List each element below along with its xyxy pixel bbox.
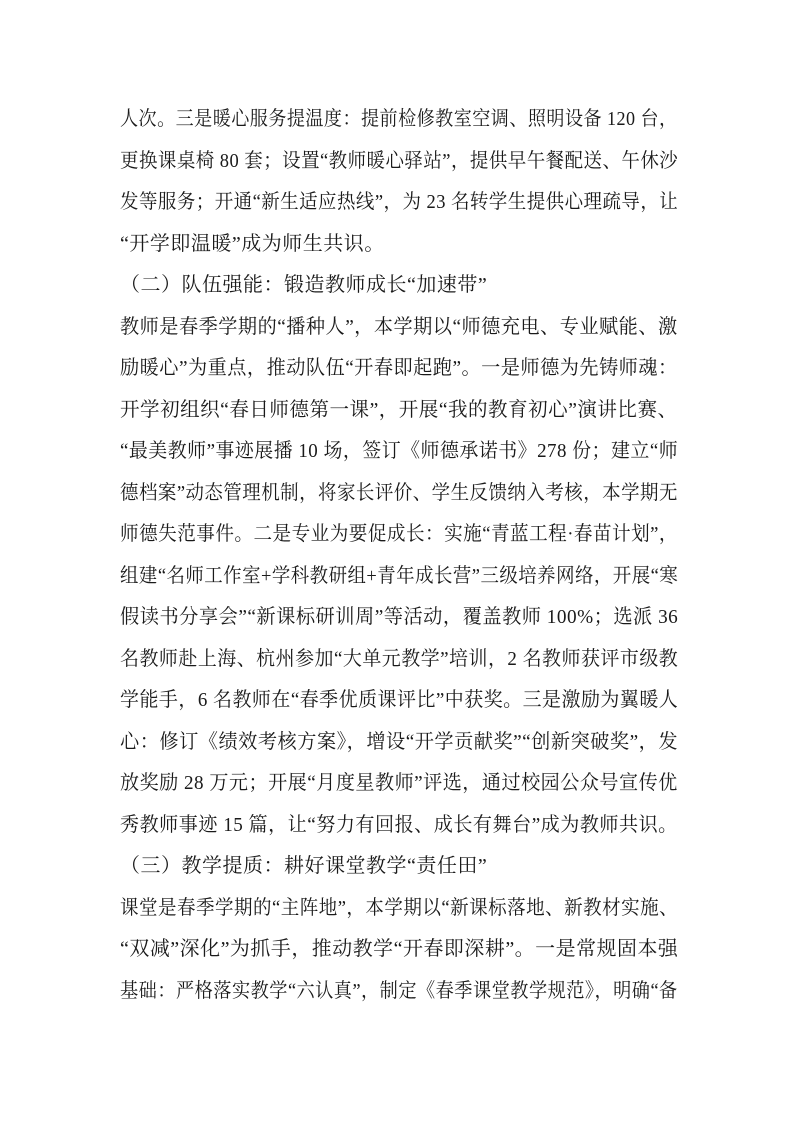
text-line: 开学初组织“春日师德第一课”，开展“我的教育初心”演讲比赛、 [120,398,678,421]
text-line: （三）教学提质：耕好课堂教学“责任田” [120,855,488,877]
text-line: 励暖心”为重点，推动队伍“开春即起跑”。一是师德为先铸师魂： [120,357,678,379]
text-line: 学能手，6 名教师在“春季优质课评比”中获奖。三是激励为翼暖人 [120,689,679,711]
text-line: 教师是春季学期的“播种人”，本学期以“师德充电、专业赋能、激 [120,315,678,338]
text-line: 德档案”动态管理机制，将家长评价、学生反馈纳入考核，本学期无 [120,481,678,504]
text-line: 假读书分享会”“新课标研训周”等活动，覆盖教师 100%；选派 36 [120,606,679,628]
text-line: 秀教师事迹 15 篇，让“努力有回报、成长有舞台”成为教师共识。 [120,813,678,836]
text-line: 放奖励 28 万元；开展“月度星教师”评选，通过校园公众号宣传优 [120,772,678,794]
text-line: 心：修订《绩效考核方案》，增设“开学贡献奖”“创新突破奖”，发 [120,730,679,753]
text-line: “开学即温暖”成为师生共识。 [120,232,385,255]
text-line: “最美教师”事迹展播 10 场，签订《师德承诺书》278 份；建立“师 [120,440,679,462]
text-line: 组建“名师工作室+学科教研组+青年成长营”三级培养网络，开展“寒 [120,564,679,587]
text-line: （二）队伍强能：锻造教师成长“加速带” [120,274,488,296]
text-line: 基础：严格落实教学“六认真”，制定《春季课堂教学规范》，明确“备 [120,979,678,1002]
text-line: 更换课桌椅 80 套；设置“教师暖心驿站”，提供早午餐配送、午休沙 [120,149,679,172]
text-line: 师德失范事件。二是专业为要促成长：实施“青蓝工程·春苗计划”， [120,523,678,545]
document-text [120,99,678,1012]
text-line: 课堂是春季学期的“主阵地”，本学期以“新课标落地、新教材实施、 [120,896,679,919]
text-line: 发等服务；开通“新生适应热线”，为 23 名转学生提供心理疏导，让 [120,191,679,213]
text-line: 名教师赴上海、杭州参加“大单元教学”培训，2 名教师获评市级教 [120,647,679,670]
text-line: 人次。三是暖心服务提温度：提前检修教室空调、照明设备 120 台， [120,108,678,130]
text-line: “双减”深化”为抓手，推动教学“开春即深耕”。一是常规固本强 [120,938,679,960]
